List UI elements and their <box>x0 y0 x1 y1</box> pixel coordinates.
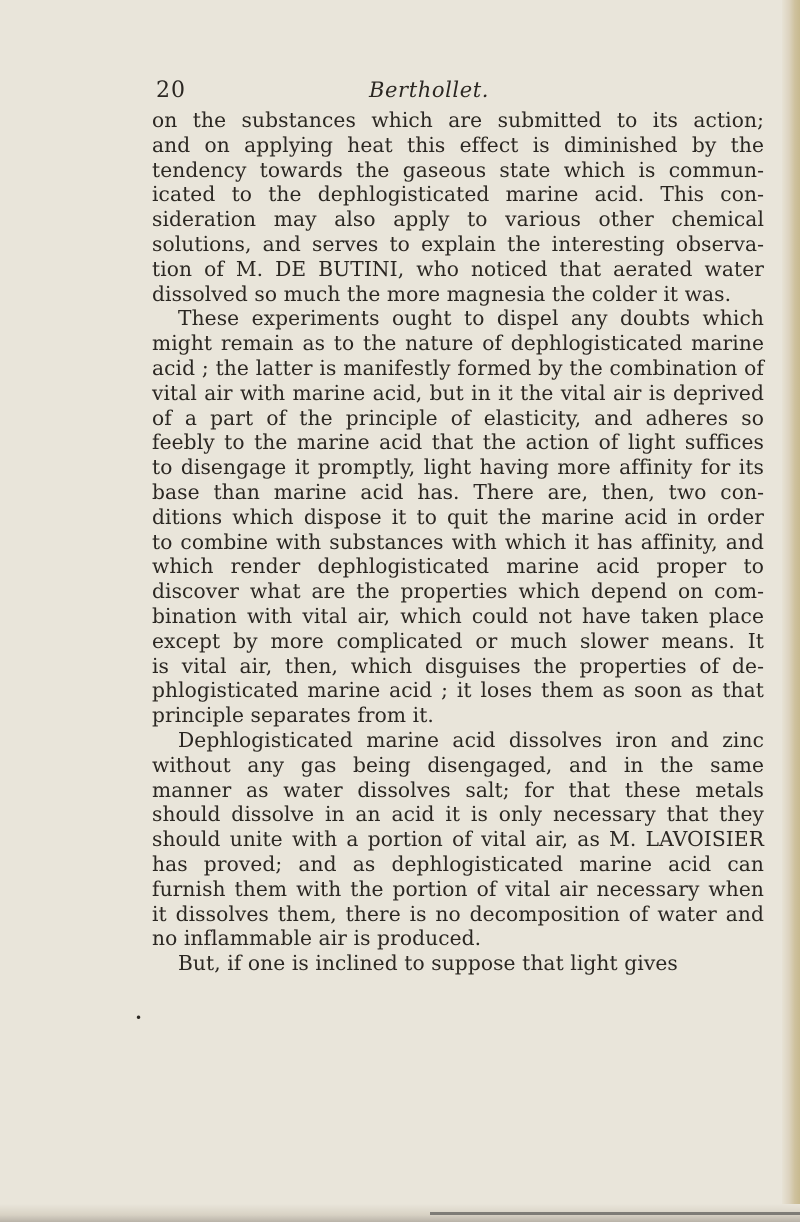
text-line: manner as water dissolves salt; for that these metals <box>152 777 764 802</box>
text-line: to disengage it promptly, light having more affinity for its <box>152 455 764 480</box>
text-line: of a part of the principle of elasticity, and adheres so <box>152 405 764 430</box>
text-line: But, if one is inclined to suppose that light gives <box>178 951 678 976</box>
text-line: and on applying heat this effect is diminished by the <box>152 132 764 157</box>
running-title: Berthollet. <box>369 78 490 102</box>
text-line: vital air with marine acid, but in it the vital air is deprived <box>152 380 764 405</box>
text-line: These experiments ought to dispel any doubts which <box>178 306 764 331</box>
text-line: tion of M. DE BUTINI, who noticed that aerated water <box>152 256 764 281</box>
page-edge-right <box>782 0 800 1222</box>
text-line: sideration may also apply to various other chemical <box>152 207 764 232</box>
text-line: it dissolves them, there is no decomposition of water and <box>152 901 764 926</box>
text-line: bination with vital air, which could not have taken place <box>152 603 764 628</box>
text-line: principle separates from it. <box>152 703 434 728</box>
text-line: solutions, and serves to explain the interesting observa- <box>152 231 764 256</box>
text-line: except by more complicated or much slower means. It <box>152 628 764 653</box>
text-line: feebly to the marine acid that the action of light suffices <box>152 430 764 455</box>
text-line: ditions which dispose it to quit the marine acid in order <box>152 504 764 529</box>
text-line: no inflammable air is produced. <box>152 926 482 951</box>
text-line: has proved; and as dephlogisticated marine acid can <box>152 851 764 876</box>
text-line: should dissolve in an acid it is only necessary that they <box>152 802 764 827</box>
page-number: 20 <box>156 78 186 103</box>
text-line: discover what are the properties which depend on com- <box>152 579 764 604</box>
text-line: furnish them with the portion of vital air necessary when <box>152 876 764 901</box>
text-line: on the substances which are submitted to its action; <box>152 108 764 132</box>
text-line: without any gas being disengaged, and in the same <box>152 752 764 777</box>
margin-bullet: • <box>135 1011 143 1025</box>
text-line: is vital air, then, which disguises the properties of de- <box>152 653 764 678</box>
text-line: to combine with substances with which it has affinity, and <box>152 529 764 554</box>
text-line: icated to the dephlogisticated marine acid. This con- <box>152 182 764 207</box>
page-header <box>156 78 756 108</box>
text-line: might remain as to the nature of dephlogisticated marine <box>152 331 764 356</box>
text-line: base than marine acid has. There are, then, two con- <box>152 479 764 504</box>
text-line: acid ; the latter is manifestly formed by the combination of <box>152 355 764 380</box>
body-text <box>152 108 764 976</box>
text-line: which render dephlogisticated marine acid proper to <box>152 554 764 579</box>
text-line: should unite with a portion of vital air, as M. LAVOISIER <box>152 827 764 852</box>
page-shadow-line <box>430 1212 800 1215</box>
text-line: dissolved so much the more magnesia the colder it was. <box>152 281 732 306</box>
text-line: phlogisticated marine acid ; it loses them as soon as that <box>152 678 764 703</box>
text-line: Dephlogisticated marine acid dissolves iron and zinc <box>178 727 764 752</box>
text-line: tendency towards the gaseous state which is commun- <box>152 157 764 182</box>
